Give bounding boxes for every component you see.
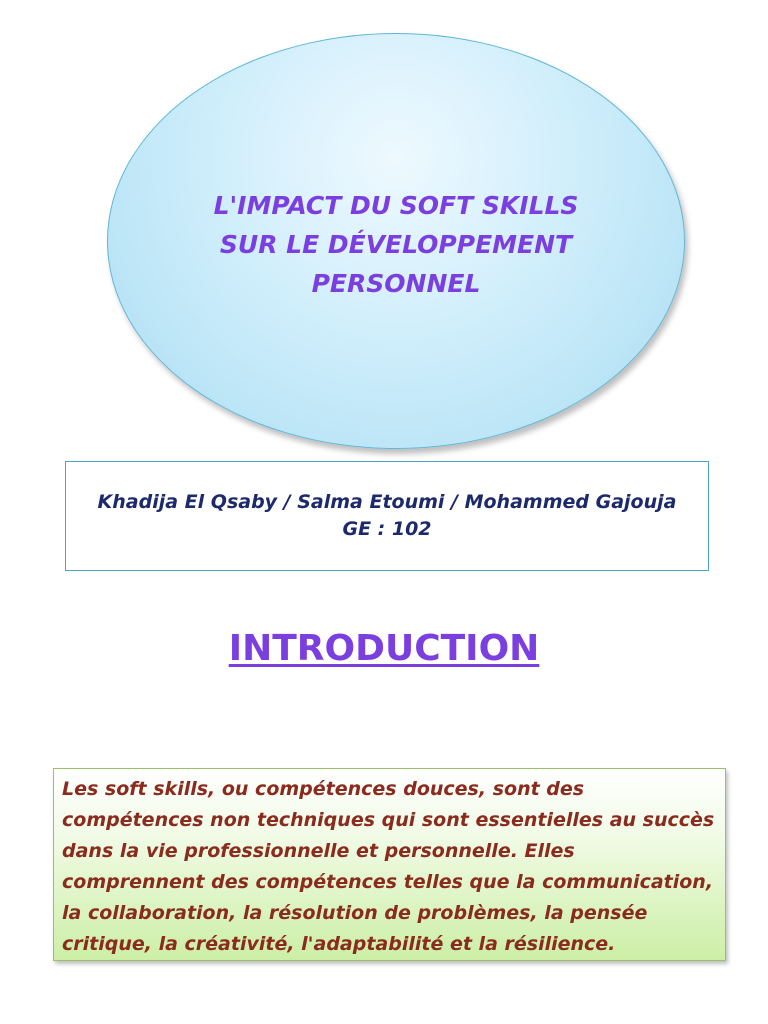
authors-box <box>65 461 709 571</box>
introduction-text: Les soft skills, ou compétences douces, sont des compétences non techniques qui sont essentielles au succès dans la vie professionnelle et personnelle. Elles comprennent des compétences telles que la communication, la collaboration, la résolution de problèmes, la pensée critique, la créativité, l'adaptabilité et la résilience. <box>62 778 715 955</box>
document-title: L'IMPACT DU SOFT SKILLS SUR LE DÉVELOPPEMENT PERSONNEL <box>213 191 579 298</box>
group-label: GE : 102 <box>342 518 432 540</box>
introduction-box <box>53 768 726 961</box>
introduction-heading: INTRODUCTION <box>228 628 540 669</box>
authors-names: Khadija El Qsaby / Salma Etoumi / Mohammed Gajouja <box>97 491 677 513</box>
